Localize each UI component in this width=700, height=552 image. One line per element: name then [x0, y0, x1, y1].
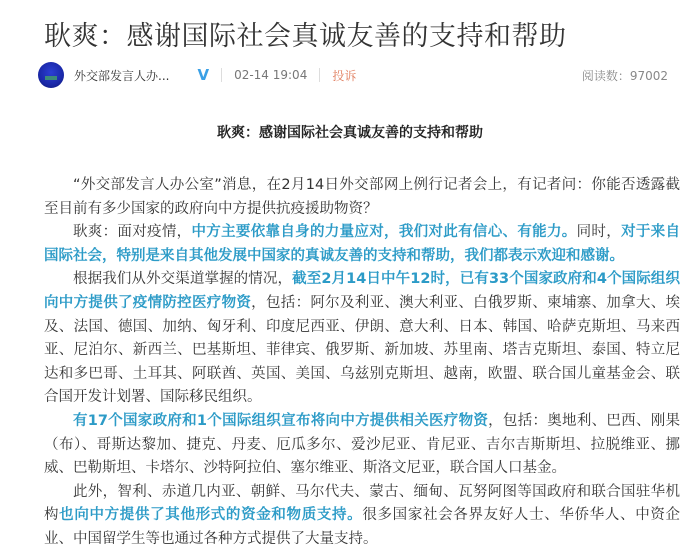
page-title: 耿爽：感谢国际社会真诚友善的支持和帮助	[44, 21, 567, 52]
highlighted-text: 对于来自国际社会，特别是来自其他发展中国家的真诚友善的支持和帮助，我们都表示欢迎和感谢。	[44, 224, 680, 264]
highlighted-text: 中方主要依靠自身的力量应对，我们对此有信心、有能力。	[191, 224, 577, 241]
text-segment: 此外，智利、赤道几内亚、朝鲜、马尔代夫、蒙古、缅甸、瓦努阿图等国政府和联合国驻华机构	[44, 483, 680, 524]
paragraph	[44, 268, 680, 410]
text-segment: ，包括：阿尔及利亚、澳大利亚、白俄罗斯、柬埔寨、加拿大、埃及、法国、德国、加纳、匈牙利、印度尼西亚、伊朗、意大利、日本、韩国、哈萨克斯坦、马来西亚、尼泊尔、新西兰、巴基斯坦、菲律宾、俄罗斯、新加坡、苏里南、塔吉克斯坦、泰国、特立尼达和多巴哥、土耳其、阿联酋、英国、美国、乌兹别克斯坦、越南，欧盟、联合国儿童基金会、联合国开发计划署、国际移民组织。	[44, 294, 681, 406]
highlighted-text: 截至2月14日中午12时，已有33个国家政府和4个国际组织向中方提供了疫情防控医疗物资	[44, 271, 680, 311]
paragraph	[44, 410, 680, 481]
article-body	[44, 174, 680, 552]
text-segment: 耿爽：面对疫情，	[73, 224, 192, 241]
avatar[interactable]	[38, 62, 64, 88]
read-count: 阅读数：97002	[581, 68, 668, 83]
highlighted-text: 有17个国家政府和1个国际组织宣布将向中方提供相关医疗物资	[73, 412, 489, 429]
author-name[interactable]: 外交部发言人办...	[74, 68, 170, 83]
report-link[interactable]: 投诉	[332, 68, 357, 83]
paragraph	[44, 174, 680, 221]
divider	[221, 68, 222, 82]
post-meta-bar	[38, 60, 668, 90]
paragraph	[44, 481, 680, 552]
divider	[319, 68, 320, 82]
highlighted-text: 也向中方提供了其他形式的资金和物质支持。	[59, 507, 363, 524]
text-segment: ，包括：奥地利、巴西、刚果（布）、哥斯达黎加、捷克、丹麦、厄瓜多尔、爱沙尼亚、肯尼亚、吉尔吉斯斯坦、拉脱维亚、挪威、巴勒斯坦、卡塔尔、沙特阿拉伯、塞尔维亚、斯洛文尼亚，联合国人口基金。	[44, 412, 681, 477]
text-segment: 同时，	[576, 224, 622, 241]
text-segment: 根据我们从外交渠道掌握的情况，	[73, 271, 293, 288]
paragraph	[44, 221, 680, 268]
verified-icon: V	[197, 66, 210, 84]
article-title: 耿爽：感谢国际社会真诚友善的支持和帮助	[217, 125, 483, 141]
text-segment: “外交部发言人办公室”消息，在2月14日外交部网上例行记者会上，有记者问：你能否透露截至目前有多少国家的政府向中方提供抗疫援助物资？	[44, 177, 680, 217]
post-date: 02-14 19:04	[234, 68, 308, 82]
text-segment: 很多国家社会各界友好人士、华侨华人、中资企业、中国留学生等也通过各种方式提供了大量支持。	[44, 507, 681, 547]
